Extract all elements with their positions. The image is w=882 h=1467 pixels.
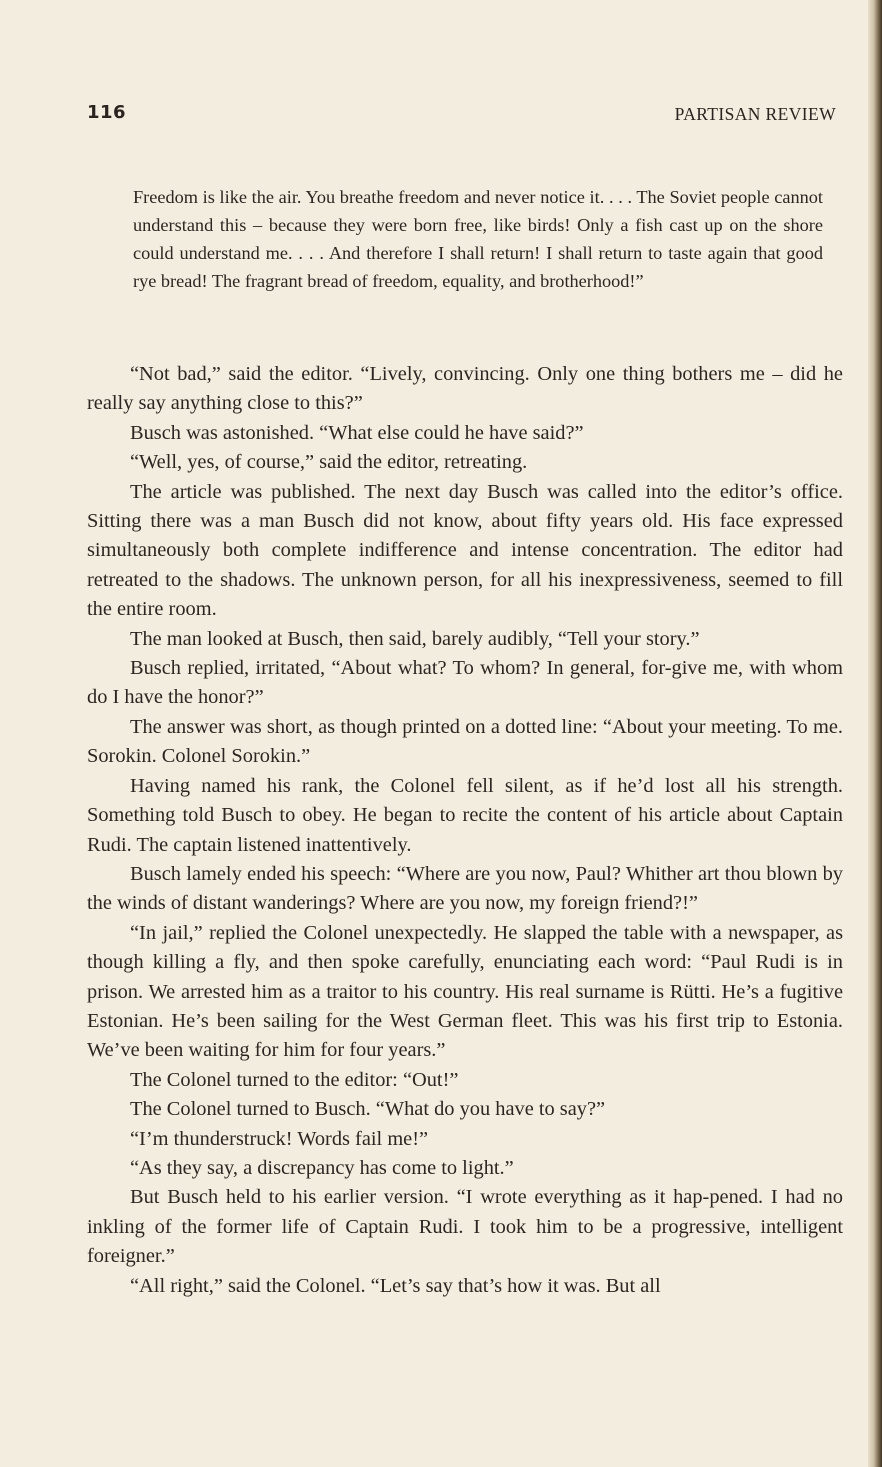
paragraph: The article was published. The next day Busch was called into the editor’s office. Sitting there was a man Busch did not know, about fifty years old. His face expressed simultaneously both complete indifference and intense concentration. The editor had retreated to the shadows. The unknown person, for all his inexpressiveness, seemed to fill the entire room. xyxy=(87,480,843,621)
paragraph: “I’m thunderstruck! Words fail me!” xyxy=(130,1127,429,1150)
paragraph: The man looked at Busch, then said, barely audibly, “Tell your story.” xyxy=(130,627,700,650)
paragraph: The Colonel turned to Busch. “What do you have to say?” xyxy=(130,1098,606,1121)
paragraph: Having named his rank, the Colonel fell silent, as if he’d lost all his strength. Something told Busch to obey. He began to recite the content of his article about Captain Rudi. The captain listened inattentively. xyxy=(87,774,843,856)
body-text xyxy=(87,360,843,1301)
paragraph: The Colonel turned to the editor: “Out!” xyxy=(130,1068,459,1091)
block-quote xyxy=(133,183,823,295)
paragraph: “Not bad,” said the editor. “Lively, convincing. Only one thing bothers me – did he really say anything close to this?” xyxy=(87,363,843,415)
paragraph: “As they say, a discrepancy has come to light.” xyxy=(130,1156,514,1179)
paragraph: “Well, yes, of course,” said the editor, retreating. xyxy=(130,451,528,474)
paragraph: Busch replied, irritated, “About what? To whom? In general, for-give me, with whom do I have the honor?” xyxy=(87,657,843,709)
paragraph: Busch lamely ended his speech: “Where are you now, Paul? Whither art thou blown by the winds of distant wanderings? Where are you now, my foreign friend?!” xyxy=(87,862,843,915)
paragraph: Busch was astonished. “What else could he have said?” xyxy=(130,421,584,444)
paragraph: “All right,” said the Colonel. “Let’s say that’s how it was. But all xyxy=(130,1274,661,1297)
page-number: 116 xyxy=(87,102,127,123)
running-title: PARTISAN REVIEW xyxy=(674,104,836,124)
page-binding-edge xyxy=(868,0,882,1467)
quote-text: Freedom is like the air. You breathe freedom and never notice it. . . . The Soviet people cannot understand this – because they were born free, like birds! Only a fish cast up on the shore could understand me. . . . And therefore I shall return! I shall return to taste again that good rye bread! The fragrant bread of freedom, equality, and brotherhood!” xyxy=(133,187,823,291)
paragraph: “In jail,” replied the Colonel unexpectedly. He slapped the table with a newspaper, as though killing a fly, and then spoke carefully, enunciating each word: “Paul Rudi is in prison. We arrested him as a traitor to his country. His real surname is Rütti. He’s a fugitive Estonian. He’s been sailing for the West German fleet. This was his first trip to Estonia. We’ve been waiting for him for four years.” xyxy=(87,921,843,1062)
paragraph: But Busch held to his earlier version. “I wrote everything as it hap-pened. I had no inkling of the former life of Captain Rudi. I took him to be a progressive, intelligent foreigner.” xyxy=(87,1186,843,1268)
paragraph: The answer was short, as though printed on a dotted line: “About your meeting. To me. Sorokin. Colonel Sorokin.” xyxy=(87,715,843,768)
